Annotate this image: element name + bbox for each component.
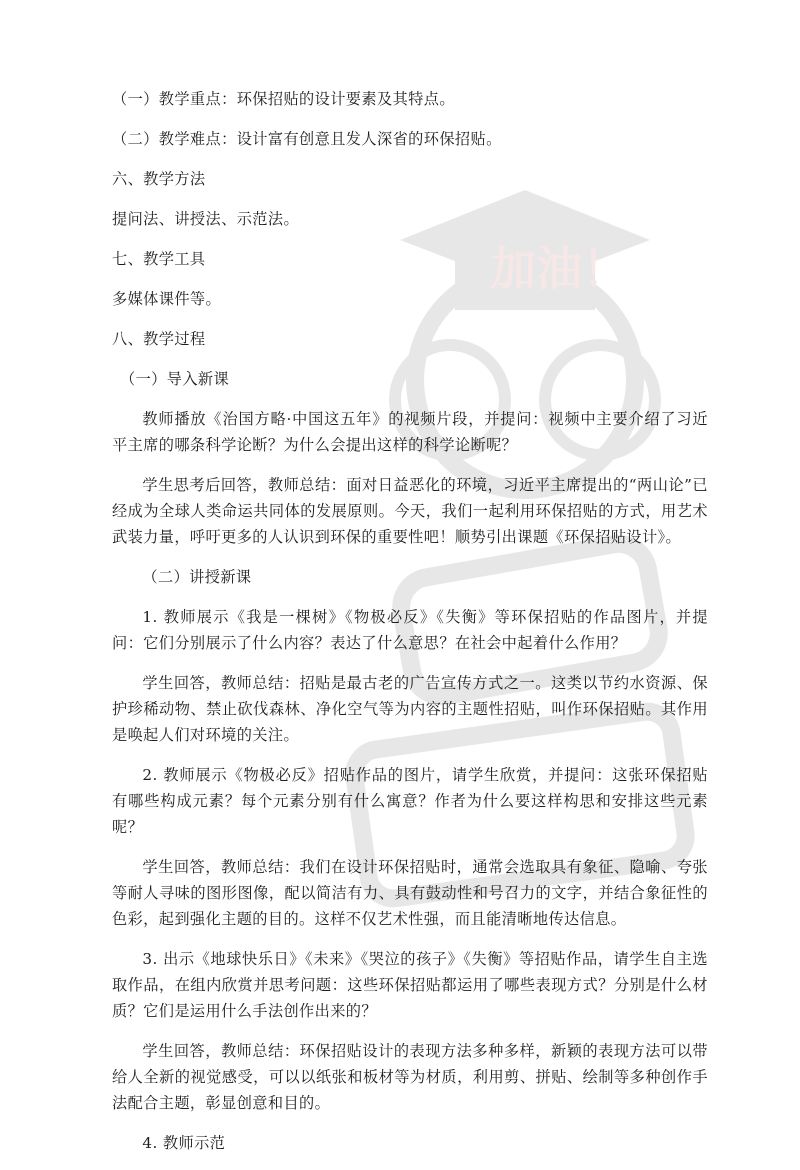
intro-paragraph-2: 学生思考后回答，教师总结：面对日益恶化的环境，习近平主席提出的“两山论”已经成为全球人类命运共同体的发展原则。今天，我们一起利用环保招贴的方式，用艺术武装力量，呼吁更多的人认识到环保的重要性吧！顺势引出课题《环保招贴设计》。 bbox=[112, 476, 708, 546]
intro-heading: （一）导入新课 bbox=[120, 370, 230, 388]
item4-heading: 4. 教师示范 bbox=[142, 1134, 226, 1152]
item1-question: 1. 教师展示《我是一棵树》《物极必反》《失衡》等环保招贴的作品图片，并提问：它们分别展示了什么内容？表达了什么意思？在社会中起着什么作用？ bbox=[112, 608, 708, 652]
watermark-badge-text: 加油！ bbox=[490, 242, 628, 296]
difficult-point: （二）教学难点：设计富有创意且发人深省的环保招贴。 bbox=[112, 130, 502, 148]
document-body bbox=[112, 86, 708, 1170]
item2-summary: 学生回答，教师总结：我们在设计环保招贴时，通常会选取具有象征、隐喻、夸张等耐人寻味的图形图像，配以简洁有力、具有鼓动性和号召力的文字，并结合象征性的色彩，起到强化主题的目的。这样不仅艺术性强，而且能清晰地传达信息。 bbox=[112, 858, 708, 928]
item3-question: 3. 出示《地球快乐日》《未来》《哭泣的孩子》《失衡》等招贴作品，请学生自主选取作品，在组内欣赏并思考问题：这些环保招贴都运用了哪些表现方式？分别是什么材质？它们是运用什么手法创作出来的？ bbox=[112, 950, 708, 1020]
tools-heading: 七、教学工具 bbox=[112, 250, 206, 268]
item3-summary: 学生回答，教师总结：环保招贴设计的表现方法多种多样，新颖的表现方法可以带给人全新的视觉感受，可以以纸张和板材等为材质，利用剪、拼贴、绘制等多种创作手法配合主题，彰显创意和目的。 bbox=[112, 1042, 708, 1112]
tools-text: 多媒体课件等。 bbox=[112, 290, 222, 308]
intro-paragraph-1: 教师播放《治国方略·中国这五年》的视频片段，并提问：视频中主要介绍了习近平主席的哪条科学论断？为什么会提出这样的科学论断呢？ bbox=[112, 410, 708, 454]
method-text: 提问法、讲授法、示范法。 bbox=[112, 210, 300, 228]
item1-summary: 学生回答，教师总结：招贴是最古老的广告宣传方式之一。这类以节约水资源、保护珍稀动物、禁止砍伐森林、净化空气等为内容的主题性招贴，叫作环保招贴。其作用是唤起人们对环境的关注。 bbox=[112, 674, 708, 744]
method-heading: 六、教学方法 bbox=[112, 170, 206, 188]
key-point: （一）教学重点：环保招贴的设计要素及其特点。 bbox=[112, 90, 455, 108]
teach-heading: （二）讲授新课 bbox=[142, 568, 252, 586]
item2-question: 2. 教师展示《物极必反》招贴作品的图片，请学生欣赏，并提问：这张环保招贴有哪些构成元素？每个元素分别有什么寓意？作者为什么要这样构思和安排这些元素呢？ bbox=[112, 766, 708, 836]
process-heading: 八、教学过程 bbox=[112, 330, 206, 348]
